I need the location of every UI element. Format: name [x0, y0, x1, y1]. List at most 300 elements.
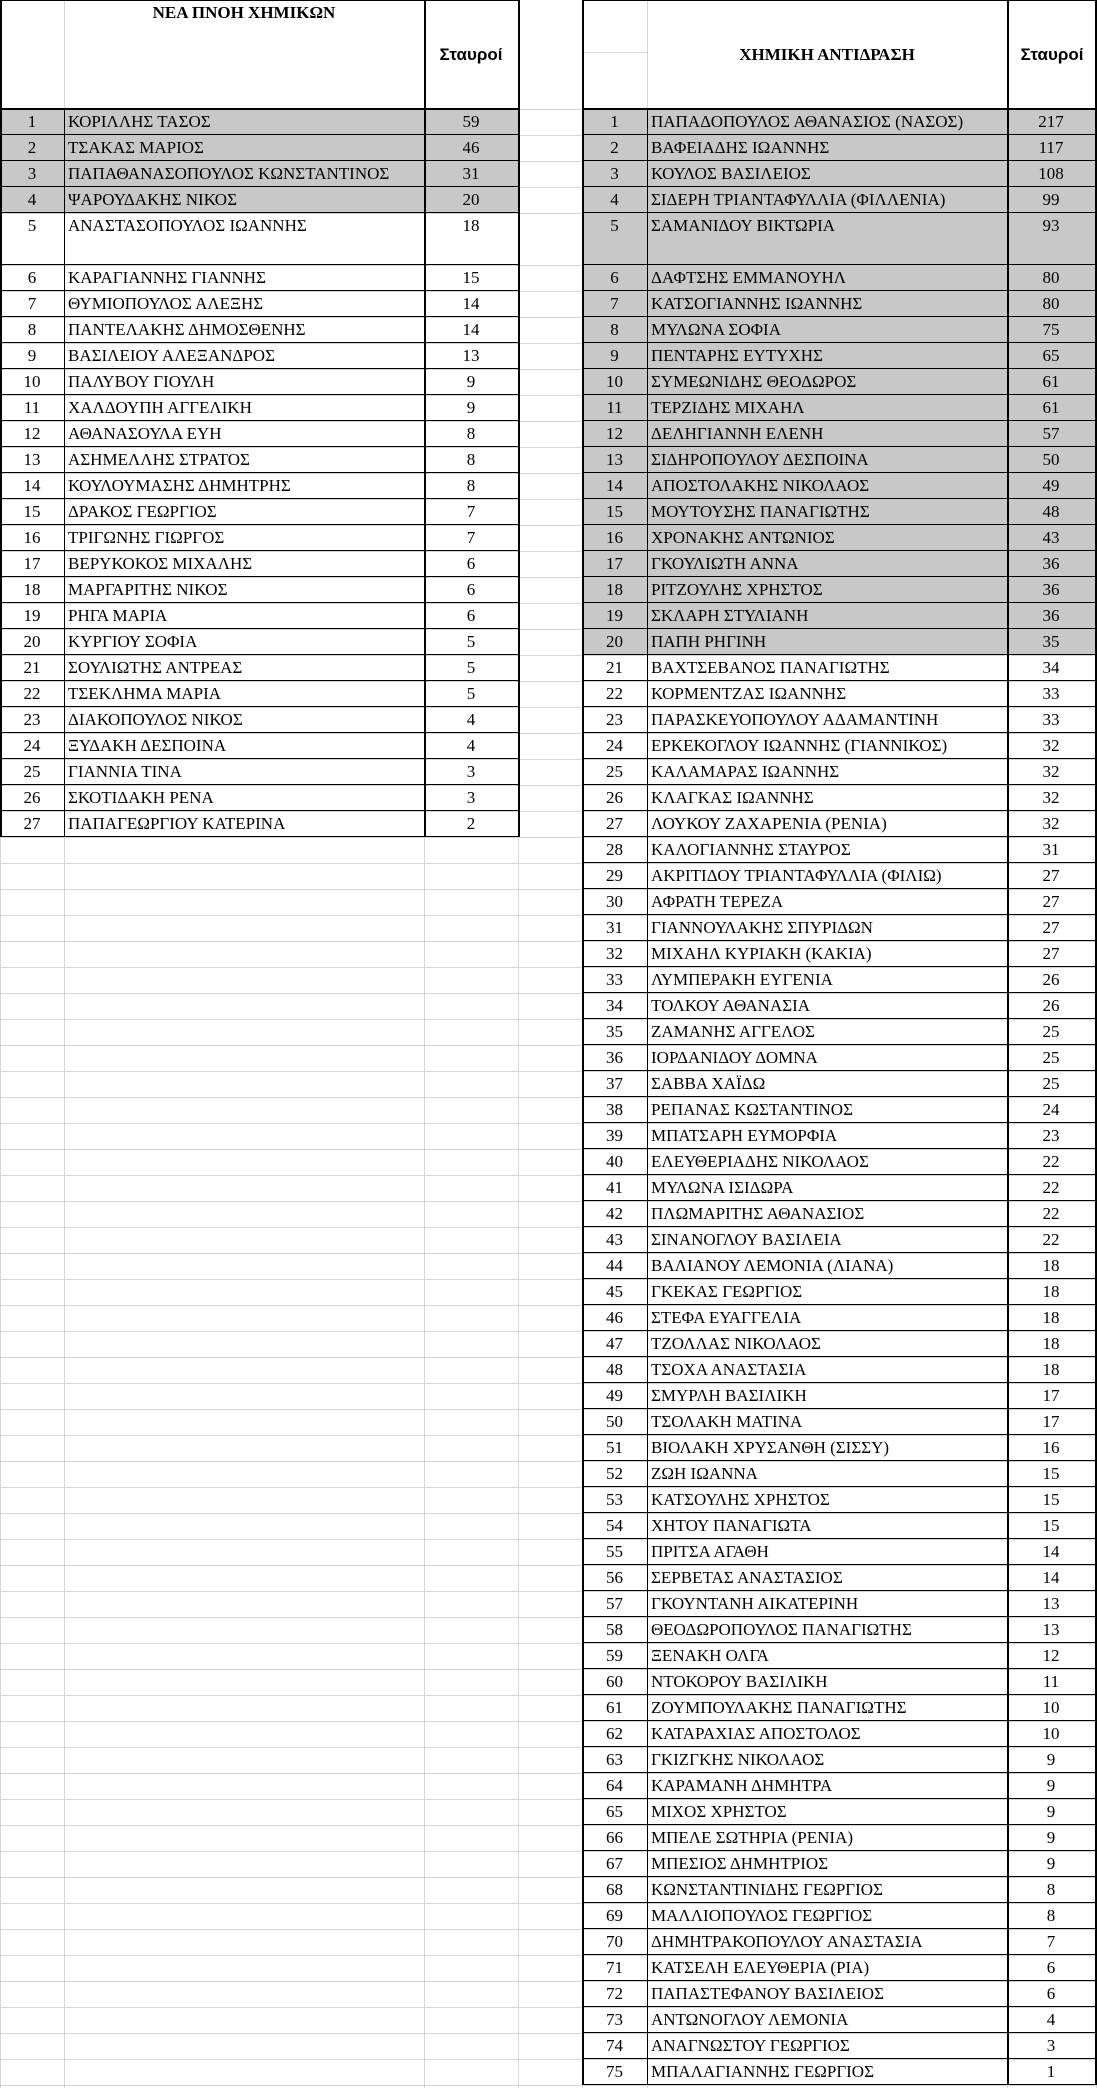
right-candidate-name: ΒΙΟΛΑΚΗ ΧΡΥΣΑΝΘΗ (ΣΙΣΣΥ) [651, 1438, 890, 1457]
right-border [582, 550, 1097, 551]
right-candidate-name: ΚΑΤΣΕΛΗ ΕΛΕΥΘΕΡΙΑ (ΡΙΑ) [651, 1958, 870, 1977]
left-candidate-name: ΒΕΡΥΚΟΚΟΣ ΜΙΧΑΛΗΣ [68, 554, 253, 573]
right-rank: 47 [606, 1334, 623, 1353]
left-border [0, 628, 520, 629]
right-border [582, 628, 1097, 629]
left-border [0, 290, 520, 291]
right-candidate-name: ΑΠΟΣΤΟΛΑΚΗΣ ΝΙΚΟΛΑΟΣ [651, 476, 870, 495]
right-border [582, 1018, 1097, 1019]
left-rank: 13 [23, 450, 41, 469]
right-candidate-name: ΜΥΛΩΝΑ ΙΣΙΔΩΡΑ [651, 1178, 794, 1197]
left-border [0, 680, 520, 681]
right-border [582, 316, 1097, 317]
right-votes: 9 [1046, 1802, 1056, 1821]
right-border [582, 368, 1097, 369]
gridline [0, 1591, 1097, 1592]
right-votes: 31 [1042, 840, 1060, 859]
right-rank: 61 [606, 1698, 623, 1717]
right-rank: 40 [606, 1152, 623, 1171]
right-candidate-name: ΣΕΡΒΕΤΑΣ ΑΝΑΣΤΑΣΙΟΣ [651, 1568, 843, 1587]
right-candidate-name: ΓΚΟΥΝΤΑΝΗ ΑΙΚΑΤΕΡΙΝΗ [651, 1594, 859, 1613]
right-rank: 32 [606, 944, 623, 963]
right-candidate-name: ΠΛΩΜΑΡΙΤΗΣ ΑΘΑΝΑΣΙΟΣ [651, 1204, 865, 1223]
right-rank: 60 [606, 1672, 623, 1691]
right-votes: 99 [1042, 190, 1060, 209]
left-table-title: ΝΕΑ ΠΝΟΗ ΧΗΜΙΚΩΝ [152, 3, 336, 22]
left-votes: 7 [466, 502, 476, 521]
right-border [582, 810, 1097, 811]
right-border [582, 472, 1097, 473]
right-candidate-name: ΜΟΥΤΟΥΣΗΣ ΠΑΝΑΓΙΩΤΗΣ [651, 502, 870, 521]
right-candidate-name: ΜΙΧΟΣ ΧΡΗΣΤΟΣ [651, 1802, 787, 1821]
right-rank: 44 [606, 1256, 623, 1275]
right-rank: 35 [606, 1022, 623, 1041]
right-votes: 25 [1042, 1048, 1060, 1067]
right-rank: 69 [606, 1906, 623, 1925]
left-rank: 23 [23, 710, 41, 729]
left-votes: 18 [462, 216, 480, 235]
right-votes: 18 [1042, 1334, 1060, 1353]
right-rank: 74 [606, 2036, 623, 2055]
gridline [0, 1721, 1097, 1722]
left-candidate-name: ΤΣΕΚΛΗΜΑ ΜΑΡΙΑ [68, 684, 222, 703]
left-rank: 26 [23, 788, 41, 807]
gridline [0, 707, 1097, 708]
gridline [0, 1851, 1097, 1852]
right-candidate-name: ΣΙΔΕΡΗ ΤΡΙΑΝΤΑΦΥΛΛΙΑ (ΦΙΛΛΕΝΙΑ) [651, 190, 946, 209]
right-votes: 6 [1046, 1984, 1056, 2003]
left-candidate-name: ΨΑΡΟΥΔΑΚΗΣ ΝΙΚΟΣ [68, 190, 237, 209]
right-candidate-name: ΛΟΥΚΟΥ ΖΑΧΑΡΕΝΙΑ (ΡΕΝΙΑ) [651, 814, 887, 833]
gridline [0, 1435, 1097, 1436]
right-candidate-name: ΑΚΡΙΤΙΔΟΥ ΤΡΙΑΝΤΑΦΥΛΛΙΑ (ΦΙΛΙΩ) [651, 866, 942, 885]
right-votes: 26 [1042, 970, 1060, 989]
left-rank: 3 [27, 164, 37, 183]
right-rank: 20 [606, 632, 623, 651]
right-rank: 8 [610, 320, 619, 339]
right-votes: 17 [1042, 1412, 1060, 1431]
right-rank: 23 [606, 710, 623, 729]
gridline [0, 1383, 1097, 1384]
right-border [582, 758, 1097, 759]
right-border [582, 1304, 1097, 1305]
gridline [0, 1149, 1097, 1150]
left-rank: 5 [27, 216, 37, 235]
gridline [0, 681, 1097, 682]
left-border [0, 108, 520, 110]
left-candidate-name: ΤΣΑΚΑΣ ΜΑΡΙΟΣ [68, 138, 204, 157]
right-border [582, 1616, 1097, 1617]
left-candidate-name: ΔΙΑΚΟΠΟΥΛΟΣ ΝΙΚΟΣ [68, 710, 243, 729]
left-candidate-name: ΞΥΔΑΚΗ ΔΕΣΠΟΙΝΑ [68, 736, 227, 755]
right-candidate-name: ΓΙΑΝΝΟΥΛΑΚΗΣ ΣΠΥΡΙΔΩΝ [651, 918, 873, 937]
right-votes: 80 [1042, 294, 1060, 313]
right-rank: 73 [606, 2010, 623, 2029]
left-votes: 31 [462, 164, 480, 183]
left-border [0, 472, 520, 473]
right-rank: 64 [606, 1776, 623, 1795]
right-border [582, 1538, 1097, 1539]
right-candidate-name: ΖΟΥΜΠΟΥΛΑΚΗΣ ΠΑΝΑΓΙΩΤΗΣ [651, 1698, 907, 1717]
left-rank: 20 [23, 632, 41, 651]
right-votes: 22 [1042, 1204, 1060, 1223]
right-border [582, 186, 1097, 187]
left-rank: 27 [23, 814, 41, 833]
right-votes: 10 [1042, 1724, 1060, 1743]
right-votes: 61 [1042, 398, 1060, 417]
right-candidate-name: ΠΑΠΑΔΟΠΟΥΛΟΣ ΑΘΑΝΑΣΙΟΣ (ΝΑΣΟΣ) [651, 112, 964, 131]
gridline [0, 655, 1097, 656]
right-rank: 57 [606, 1594, 623, 1613]
left-votes: 5 [466, 658, 476, 677]
gridline [0, 2007, 1097, 2008]
right-rank: 4 [610, 190, 619, 209]
gridline [0, 1877, 1097, 1878]
right-votes: 13 [1042, 1620, 1060, 1639]
right-rank: 41 [606, 1178, 623, 1197]
right-border [582, 1980, 1097, 1981]
left-rank: 10 [23, 372, 41, 391]
right-candidate-name: ΝΤΟΚΟΡΟΥ ΒΑΣΙΛΙΚΗ [651, 1672, 828, 1691]
left-candidate-name: ΘΥΜΙΟΠΟΥΛΟΣ ΑΛΕΞΗΣ [68, 294, 264, 313]
right-candidate-name: ΠΑΡΑΣΚΕΥΟΠΟΥΛΟΥ ΑΔΑΜΑΝΤΙΝΗ [651, 710, 939, 729]
left-rank: 16 [23, 528, 41, 547]
right-border [582, 888, 1097, 889]
gridline [0, 1955, 1097, 1956]
right-votes: 13 [1042, 1594, 1060, 1613]
left-rank: 25 [23, 762, 41, 781]
right-candidate-name: ΣΚΛΑΡΗ ΣΤΥΛΙΑΝΗ [651, 606, 809, 625]
right-candidate-name: ΡΕΠΑΝΑΣ ΚΩΣΤΑΝΤΙΝΟΣ [651, 1100, 853, 1119]
right-votes: 15 [1042, 1464, 1060, 1483]
right-rank: 18 [606, 580, 623, 599]
right-candidate-name: ΤΟΛΚΟΥ ΑΘΑΝΑΣΙΑ [651, 996, 811, 1015]
right-rank: 70 [606, 1932, 623, 1951]
gridline [582, 52, 647, 53]
right-candidate-name: ΓΚΙΖΓΚΗΣ ΝΙΚΟΛΑΟΣ [651, 1750, 825, 1769]
gridline [0, 1669, 1097, 1670]
left-border [0, 264, 520, 265]
left-votes: 7 [466, 528, 476, 547]
left-votes: 9 [466, 398, 476, 417]
right-border [582, 2032, 1097, 2033]
left-rank: 7 [27, 294, 37, 313]
right-candidate-name: ΤΕΡΖΙΔΗΣ ΜΙΧΑΗΛ [651, 398, 805, 417]
gridline [0, 2085, 1097, 2086]
right-border [582, 1590, 1097, 1591]
right-rank: 62 [606, 1724, 623, 1743]
left-votes: 4 [466, 710, 476, 729]
right-rank: 2 [610, 138, 619, 157]
right-border [582, 836, 1097, 837]
right-border [582, 160, 1097, 161]
left-votes: 5 [466, 632, 476, 651]
right-candidate-name: ΕΛΕΥΘΕΡΙΑΔΗΣ ΝΙΚΟΛΑΟΣ [651, 1152, 869, 1171]
gridline [0, 1799, 1097, 1800]
right-votes: 36 [1042, 554, 1060, 573]
right-border [582, 1148, 1097, 1149]
right-candidate-name: ΑΦΡΑΤΗ ΤΕΡΕΖΑ [651, 892, 784, 911]
right-border [582, 1694, 1097, 1695]
right-votes: 18 [1042, 1360, 1060, 1379]
right-rank: 46 [606, 1308, 623, 1327]
right-candidate-name: ΣΑΜΑΝΙΔΟΥ ΒΙΚΤΩΡΙΑ [651, 216, 836, 235]
right-votes: 27 [1042, 892, 1060, 911]
left-border [0, 394, 520, 395]
right-border [582, 2006, 1097, 2007]
right-candidate-name: ΙΟΡΔΑΝΙΔΟΥ ΔΟΜΝΑ [651, 1048, 818, 1067]
right-border [582, 1278, 1097, 1279]
right-border [582, 1746, 1097, 1747]
right-votes: 15 [1042, 1490, 1060, 1509]
right-rank: 14 [606, 476, 623, 495]
right-rank: 42 [606, 1204, 623, 1223]
right-votes: 7 [1046, 1932, 1056, 1951]
right-votes: 65 [1042, 346, 1060, 365]
right-votes: 9 [1046, 1854, 1056, 1873]
right-border [582, 1564, 1097, 1565]
right-rank: 55 [606, 1542, 623, 1561]
right-border [582, 134, 1097, 135]
right-border [582, 680, 1097, 681]
right-votes: 22 [1042, 1178, 1060, 1197]
right-votes: 18 [1042, 1282, 1060, 1301]
right-border [582, 1512, 1097, 1513]
right-rank: 58 [606, 1620, 623, 1639]
right-votes: 27 [1042, 866, 1060, 885]
right-border [582, 1850, 1097, 1851]
left-border [64, 109, 65, 837]
gridline [0, 759, 1097, 760]
left-border [0, 550, 520, 551]
right-votes: 93 [1042, 216, 1060, 235]
left-votes: 15 [462, 268, 480, 287]
left-border [0, 836, 520, 837]
right-votes: 6 [1046, 1958, 1056, 1977]
right-rank: 30 [606, 892, 623, 911]
left-border [0, 420, 520, 421]
left-candidate-name: ΡΗΓΑ ΜΑΡΙΑ [68, 606, 168, 625]
right-votes: 48 [1042, 502, 1060, 521]
right-border [582, 1122, 1097, 1123]
left-rank: 4 [27, 190, 37, 209]
right-border [582, 1642, 1097, 1643]
right-rank: 43 [606, 1230, 623, 1249]
right-rank: 68 [606, 1880, 623, 1899]
gridline [0, 785, 1097, 786]
left-border [0, 186, 520, 187]
right-votes: 49 [1042, 476, 1060, 495]
right-border [582, 1044, 1097, 1045]
left-rank: 14 [23, 476, 41, 495]
right-candidate-name: ΣΤΕΦΑ ΕΥΑΓΓΕΛΙΑ [651, 1308, 802, 1327]
right-rank: 59 [606, 1646, 623, 1665]
right-candidate-name: ΒΑΦΕΙΑΔΗΣ ΙΩΑΝΝΗΣ [651, 138, 830, 157]
right-border [582, 1824, 1097, 1825]
right-rank: 51 [606, 1438, 623, 1457]
right-votes: 33 [1042, 710, 1060, 729]
left-rank: 22 [23, 684, 41, 703]
right-votes: 32 [1042, 762, 1060, 781]
right-candidate-name: ΣΥΜΕΩΝΙΔΗΣ ΘΕΟΔΩΡΟΣ [651, 372, 857, 391]
left-border [0, 316, 520, 317]
right-votes: 27 [1042, 918, 1060, 937]
right-candidate-name: ΜΙΧΑΗΛ ΚΥΡΙΑΚΗ (ΚΑΚΙΑ) [651, 944, 872, 963]
right-rank: 9 [610, 346, 619, 365]
right-rank: 56 [606, 1568, 623, 1587]
right-border [582, 732, 1097, 733]
right-border [582, 2084, 1097, 2085]
right-table-title: ΧΗΜΙΚΗ ΑΝΤΙΔΡΑΣΗ [739, 45, 915, 64]
right-candidate-name: ΠΕΝΤΑΡΗΣ ΕΥΤΥΧΗΣ [651, 346, 823, 365]
right-candidate-name: ΖΩΗ ΙΩΑΝΝΑ [651, 1464, 758, 1483]
left-border [0, 602, 520, 603]
right-votes: 75 [1042, 320, 1060, 339]
right-votes: 108 [1038, 164, 1064, 183]
gridline [0, 1539, 1097, 1540]
right-border [582, 966, 1097, 967]
left-candidate-name: ΚΥΡΓΙΟΥ ΣΟΦΙΑ [68, 632, 198, 651]
right-border [582, 1772, 1097, 1773]
gridline [0, 967, 1097, 968]
right-candidate-name: ΚΩΝΣΤΑΝΤΙΝΙΔΗΣ ΓΕΩΡΓΙΟΣ [651, 1880, 883, 1899]
right-votes: 14 [1042, 1568, 1060, 1587]
right-border [582, 576, 1097, 577]
right-votes: 15 [1042, 1516, 1060, 1535]
right-votes: 80 [1042, 268, 1060, 287]
left-rank: 17 [23, 554, 41, 573]
right-border [582, 342, 1097, 343]
right-rank: 24 [606, 736, 623, 755]
right-candidate-name: ΚΛΑΓΚΑΣ ΙΩΑΝΝΗΣ [651, 788, 814, 807]
gridline [0, 1981, 1097, 1982]
gridline [0, 1305, 1097, 1306]
right-rank: 75 [606, 2062, 623, 2081]
left-border [0, 342, 520, 343]
right-rank: 19 [606, 606, 623, 625]
right-votes: 11 [1042, 1672, 1060, 1691]
right-candidate-name: ΞΕΝΑΚΗ ΟΛΓΑ [651, 1646, 769, 1665]
left-candidate-name: ΠΑΝΤΕΛΑΚΗΣ ΔΗΜΟΣΘΕΝΗΣ [68, 320, 306, 339]
right-rank: 27 [606, 814, 623, 833]
right-candidate-name: ΜΠΕΛΕ ΣΩΤΗΡΙΑ (ΡΕΝΙΑ) [651, 1828, 854, 1847]
right-candidate-name: ΜΥΛΩΝΑ ΣΟΦΙΑ [651, 320, 781, 339]
right-border [582, 108, 1097, 110]
left-border [0, 498, 520, 499]
right-border [582, 420, 1097, 421]
right-border [582, 524, 1097, 525]
right-candidate-name: ΔΕΛΗΓΙΑΝΝΗ ΕΛΕΝΗ [651, 424, 824, 443]
right-candidate-name: ΠΑΠΗ ΡΗΓΙΝΗ [651, 632, 767, 651]
right-rank: 31 [606, 918, 623, 937]
right-candidate-name: ΡΙΤΖΟΥΛΗΣ ΧΡΗΣΤΟΣ [651, 580, 823, 599]
right-rank: 48 [606, 1360, 623, 1379]
gridline [0, 2059, 1097, 2060]
right-rank: 53 [606, 1490, 623, 1509]
right-rank: 5 [610, 216, 619, 235]
gridline [0, 1201, 1097, 1202]
gridline [0, 941, 1097, 942]
right-rank: 6 [610, 268, 619, 287]
gridline [0, 1357, 1097, 1358]
left-votes: 46 [462, 138, 480, 157]
left-rank: 24 [23, 736, 41, 755]
right-rank: 52 [606, 1464, 623, 1483]
right-candidate-name: ΒΑΛΙΑΝΟΥ ΛΕΜΟΝΙΑ (ΛΙΑΝΑ) [651, 1256, 894, 1275]
left-votes: 14 [462, 320, 480, 339]
right-votes: 25 [1042, 1022, 1060, 1041]
right-border [582, 940, 1097, 941]
left-border [0, 784, 520, 785]
right-rank: 7 [610, 294, 619, 313]
left-votes: 20 [462, 190, 480, 209]
right-rank: 34 [606, 996, 623, 1015]
right-border [582, 654, 1097, 655]
right-votes: 25 [1042, 1074, 1060, 1093]
left-border [0, 446, 520, 447]
right-candidate-name: ΜΑΛΛΙΟΠΟΥΛΟΣ ΓΕΩΡΓΙΟΣ [651, 1906, 873, 1925]
right-candidate-name: ΚΑΤΑΡΑΧΙΑΣ ΑΠΟΣΤΟΛΟΣ [651, 1724, 861, 1743]
gridline [0, 1045, 1097, 1046]
right-border [582, 2058, 1097, 2059]
right-border [582, 446, 1097, 447]
left-border [0, 706, 520, 707]
right-candidate-name: ΣΜΥΡΛΗ ΒΑΣΙΛΙΚΗ [651, 1386, 807, 1405]
left-border [0, 160, 520, 161]
right-border [582, 1330, 1097, 1331]
right-candidate-name: ΣΙΔΗΡΟΠΟΥΛΟΥ ΔΕΣΠΟΙΝΑ [651, 450, 869, 469]
left-count-header: Σταυροί [439, 45, 503, 64]
right-votes: 9 [1046, 1828, 1056, 1847]
left-votes: 3 [466, 762, 476, 781]
right-candidate-name: ΓΚΕΚΑΣ ΓΕΩΡΓΙΟΣ [651, 1282, 803, 1301]
right-border [582, 1720, 1097, 1721]
right-rank: 28 [606, 840, 623, 859]
right-border [647, 109, 648, 2085]
right-votes: 17 [1042, 1386, 1060, 1405]
right-rank: 22 [606, 684, 623, 703]
right-border [582, 862, 1097, 863]
left-candidate-name: ΤΡΙΓΩΝΗΣ ΓΙΩΡΓΟΣ [68, 528, 225, 547]
right-votes: 12 [1042, 1646, 1060, 1665]
right-votes: 1 [1046, 2062, 1056, 2081]
right-votes: 32 [1042, 736, 1060, 755]
right-border [582, 1408, 1097, 1409]
right-votes: 10 [1042, 1698, 1060, 1717]
right-candidate-name: ΑΝΤΩΝΟΓΛΟΥ ΛΕΜΟΝΙΑ [651, 2010, 849, 2029]
right-candidate-name: ΤΣΟΧΑ ΑΝΑΣΤΑΣΙΑ [651, 1360, 807, 1379]
left-rank: 21 [23, 658, 41, 677]
left-border [0, 810, 520, 811]
right-votes: 22 [1042, 1230, 1060, 1249]
right-votes: 57 [1042, 424, 1060, 443]
right-votes: 14 [1042, 1542, 1060, 1561]
right-votes: 117 [1038, 138, 1064, 157]
left-border [0, 134, 520, 135]
left-border [0, 0, 520, 1]
right-border [582, 1460, 1097, 1461]
left-votes: 3 [466, 788, 476, 807]
left-votes: 6 [466, 554, 476, 573]
gridline [0, 1565, 1097, 1566]
right-candidate-name: ΣΙΝΑΝΟΓΛΟΥ ΒΑΣΙΛΕΙΑ [651, 1230, 842, 1249]
right-votes: 16 [1042, 1438, 1060, 1457]
right-votes: 22 [1042, 1152, 1060, 1171]
left-candidate-name: ΒΑΣΙΛΕΙΟΥ ΑΛΕΞΑΝΔΡΟΣ [68, 346, 275, 365]
right-votes: 43 [1042, 528, 1060, 547]
gridline [0, 1279, 1097, 1280]
left-rank: 12 [23, 424, 41, 443]
